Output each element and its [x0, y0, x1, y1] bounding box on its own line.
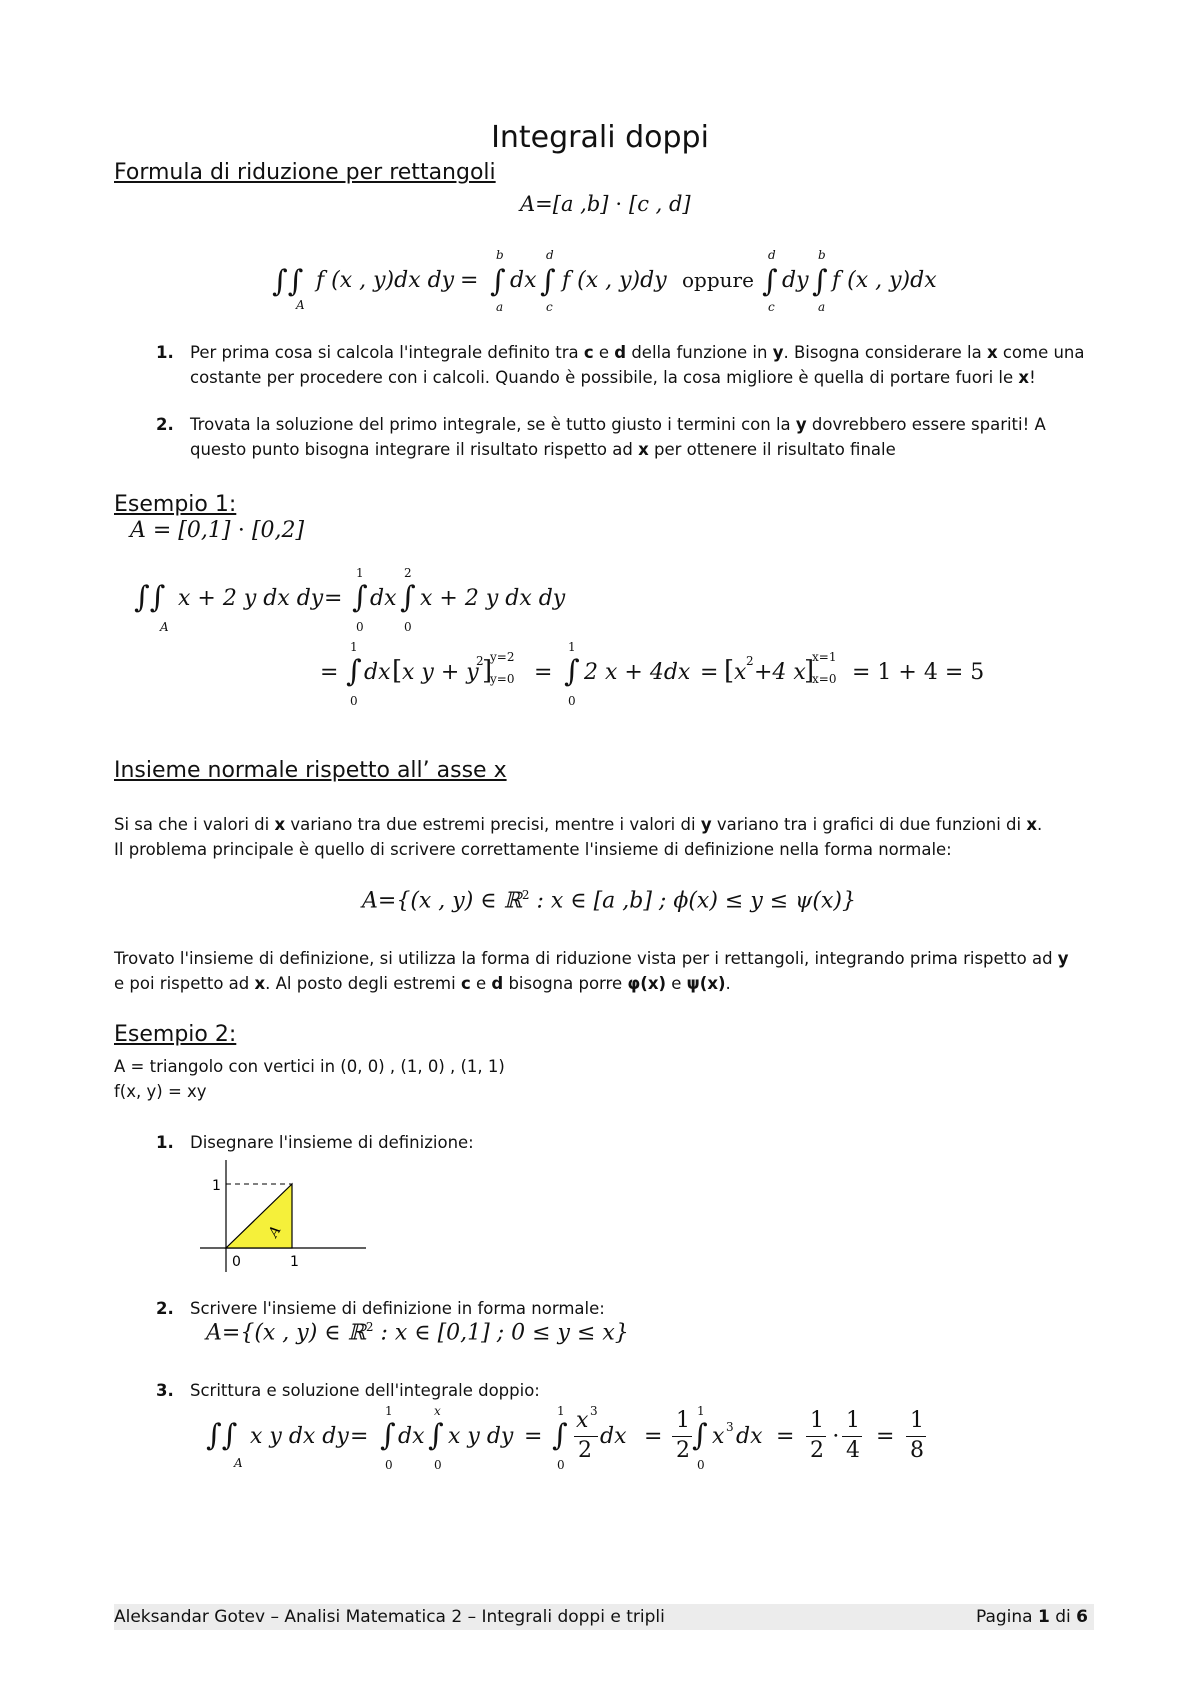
example-2-function-text: f(x, y) = xy: [114, 1082, 207, 1101]
example-2-step-1: 1. Disegnare l'insieme di definizione:: [156, 1133, 474, 1152]
list-item: 2. Trovata la soluzione del primo integrale, se è tutto giusto i termini con la y dovrebbero essere spariti! A questo punto bisogna integrare il risultato rispetto ad x per ottenere il risultato finale: [156, 415, 1046, 459]
integrand: f (x , y)dy: [562, 268, 667, 293]
double-integral-sign: ∫∫: [272, 264, 304, 299]
paragraph-3-line-2: e poi rispetto ad x. Al posto degli estremi c e d bisogna porre φ(x) e ψ(x).: [114, 974, 731, 993]
oppure-word: oppure: [682, 268, 754, 292]
fraction-bar: [806, 1436, 826, 1437]
paragraph-2: Il problema principale è quello di scrivere correttamente l'insieme di definizione nella forma normale:: [114, 840, 952, 859]
integral-sign: ∫: [490, 264, 506, 299]
upper-limit: b: [818, 248, 826, 262]
section-heading-rettangoli: Formula di riduzione per rettangoli: [114, 160, 496, 185]
example-2-step-3: 3. Scrittura e soluzione dell'integrale doppio:: [156, 1381, 540, 1400]
integrand-lhs: f (x , y)dx dy: [316, 268, 455, 293]
paragraph-1: Si sa che i valori di x variano tra due estremi precisi, mentre i valori di y variano tra i grafici di due funzioni di x.: [114, 815, 1043, 834]
example-2-domain-text: A = triangolo con vertici in (0, 0) , (1, 0) , (1, 1): [114, 1057, 505, 1076]
fraction-bar: [842, 1436, 862, 1437]
upper-limit: d: [546, 248, 554, 262]
y-tick-1: 1: [212, 1178, 221, 1194]
fraction-bar: [574, 1436, 598, 1437]
equals-sign: =: [460, 268, 479, 293]
integrand: f (x , y)dx: [832, 268, 937, 293]
fraction-bar: [906, 1436, 926, 1437]
triangle-region: [226, 1184, 292, 1248]
rectangle-domain-formula: A=[a ,b] ⋅ [c , d]: [520, 192, 691, 216]
example-2-heading: Esempio 2:: [114, 1022, 237, 1047]
section-heading-insieme-normale: Insieme normale rispetto all’ asse x: [114, 758, 507, 783]
domain-graph: [190, 1158, 380, 1278]
upper-limit: d: [768, 248, 776, 262]
paragraph-3-line-1: Trovato l'insieme di definizione, si utilizza la forma di riduzione vista per i rettangoli, integrando prima rispetto ad y: [114, 949, 1069, 968]
page-indicator: Pagina 1 di 6: [975, 1607, 1088, 1627]
lower-limit: a: [818, 300, 826, 314]
integral-sign: ∫: [812, 264, 828, 299]
example-1-domain: A = [0,1] ⋅ [0,2]: [130, 518, 305, 543]
lower-limit: c: [768, 300, 775, 314]
list-item: 1. Per prima cosa si calcola l'integrale definito tra c e d della funzione in y. Bisogna considerare la x come una costante per procedere con i calcoli. Quando è possibile, la cosa migliore è quella di portare fuori le x!: [156, 343, 1085, 387]
integral-sign: ∫: [540, 264, 556, 299]
dy: dy: [782, 268, 809, 293]
document-page: Integrali doppi Formula di riduzione per rettangoli A=[a ,b] ⋅ [c , d] ∫∫ A f (x , y)dx dy = ∫ b a dx ∫ d c f (x , y)dy oppure ∫ d c dy ∫ b a f (x , y)dx 1. Per prima cosa si calcola l'integrale definito tra c e d della funzione in y. Bisogna considerare la x come una costante per procedere con i calcoli. Quando è possibile, la cosa migliore è quella di portare fuori le x! 2. Trovata la soluzione del primo integrale, se è tutto giusto i termini con la y dovrebbero essere spariti! A questo punto bisogna integrare il risultato rispetto ad x per ottenere il risultato finale Esempio 1: A = [0,1] ⋅ [0,2] ∫∫ A x + 2 y dx dy = ∫ 1 0 dx ∫ 2 0 x + 2 y dx dy = ∫ 1 0 dx [ x y + y 2 ] y=2 y=0 = ∫ 1 0 2 x + 4dx = [ x 2 +4 x ] x=1 x=0 = 1 + 4 = 5 Insieme normale rispetto all’ asse x Si sa che i valori di x variano tra due estremi precisi, mentre i valori di y variano tra i grafici di due funzioni di x. Il problema principale è quello di scrivere correttamente l'insieme di definizione nella forma normale: A={(x , y) ∈ ℝ$^2$ : x ∈ [a ,b] ; ϕ(x) ≤ y ≤ ψ(x)} Trovato l'insieme di definizione, si utilizza la forma di riduzione vista per i rettangoli, integrando prima rispetto ad y e poi rispetto ad x. Al posto degli estremi c e d bisogna porre φ(x) e ψ(x). Esempio 2: A = triangolo con vertici in (0, 0) , (1, 0) , (1, 1) f(x, y) = xy 1. Disegnare l'insieme di definizione: 1 0 1 A 2. Scrivere l'insieme di definizione in forma normale: A={(x , y) ∈ ℝ$^2$ : x ∈ [0,1] ; 0 ≤ y ≤ x} 3. Scrittura e soluzione dell'integrale doppio: ∫∫ A x y dx dy = ∫ 1 0 dx ∫ x 0 x y dy = ∫ 1 0 x 3 2 dx = 1 2 ∫ 1 0 x 3 dx = 1 2 ⋅ 1 4 = 1 8 Aleksandar Gotev – Analisi Matematica 2 – Integrali doppi e tripli Pagina 1 di 6: [0, 0, 1200, 1698]
dx: dx: [510, 268, 537, 293]
example-2-step-2: 2. Scrivere l'insieme di definizione in forma normale:: [156, 1299, 605, 1318]
footer-author-title: Aleksandar Gotev – Analisi Matematica 2 – Integrali doppi e tripli: [114, 1607, 665, 1627]
region-label: A: [265, 1223, 285, 1240]
method-steps-list: [114, 340, 1114, 462]
lower-limit: c: [546, 300, 553, 314]
example-1-heading: Esempio 1:: [114, 492, 237, 517]
x-tick-1: 1: [290, 1254, 299, 1270]
page-footer: [114, 1604, 1094, 1630]
integral-sign: ∫: [762, 264, 778, 299]
fraction-bar: [672, 1436, 692, 1437]
example-2-normal-form: A={(x , y) ∈ ℝ$^2$ : x ∈ [0,1] ; 0 ≤ y ≤ x}: [206, 1320, 629, 1346]
lower-limit: a: [496, 300, 504, 314]
normal-domain-formula: A={(x , y) ∈ ℝ$^2$ : x ∈ [a ,b] ; ϕ(x) ≤ y ≤ ψ(x)}: [362, 888, 856, 914]
region-subscript: A: [296, 298, 305, 312]
upper-limit: b: [496, 248, 504, 262]
x-tick-0: 0: [232, 1254, 241, 1270]
page-title: Integrali doppi: [491, 120, 709, 155]
